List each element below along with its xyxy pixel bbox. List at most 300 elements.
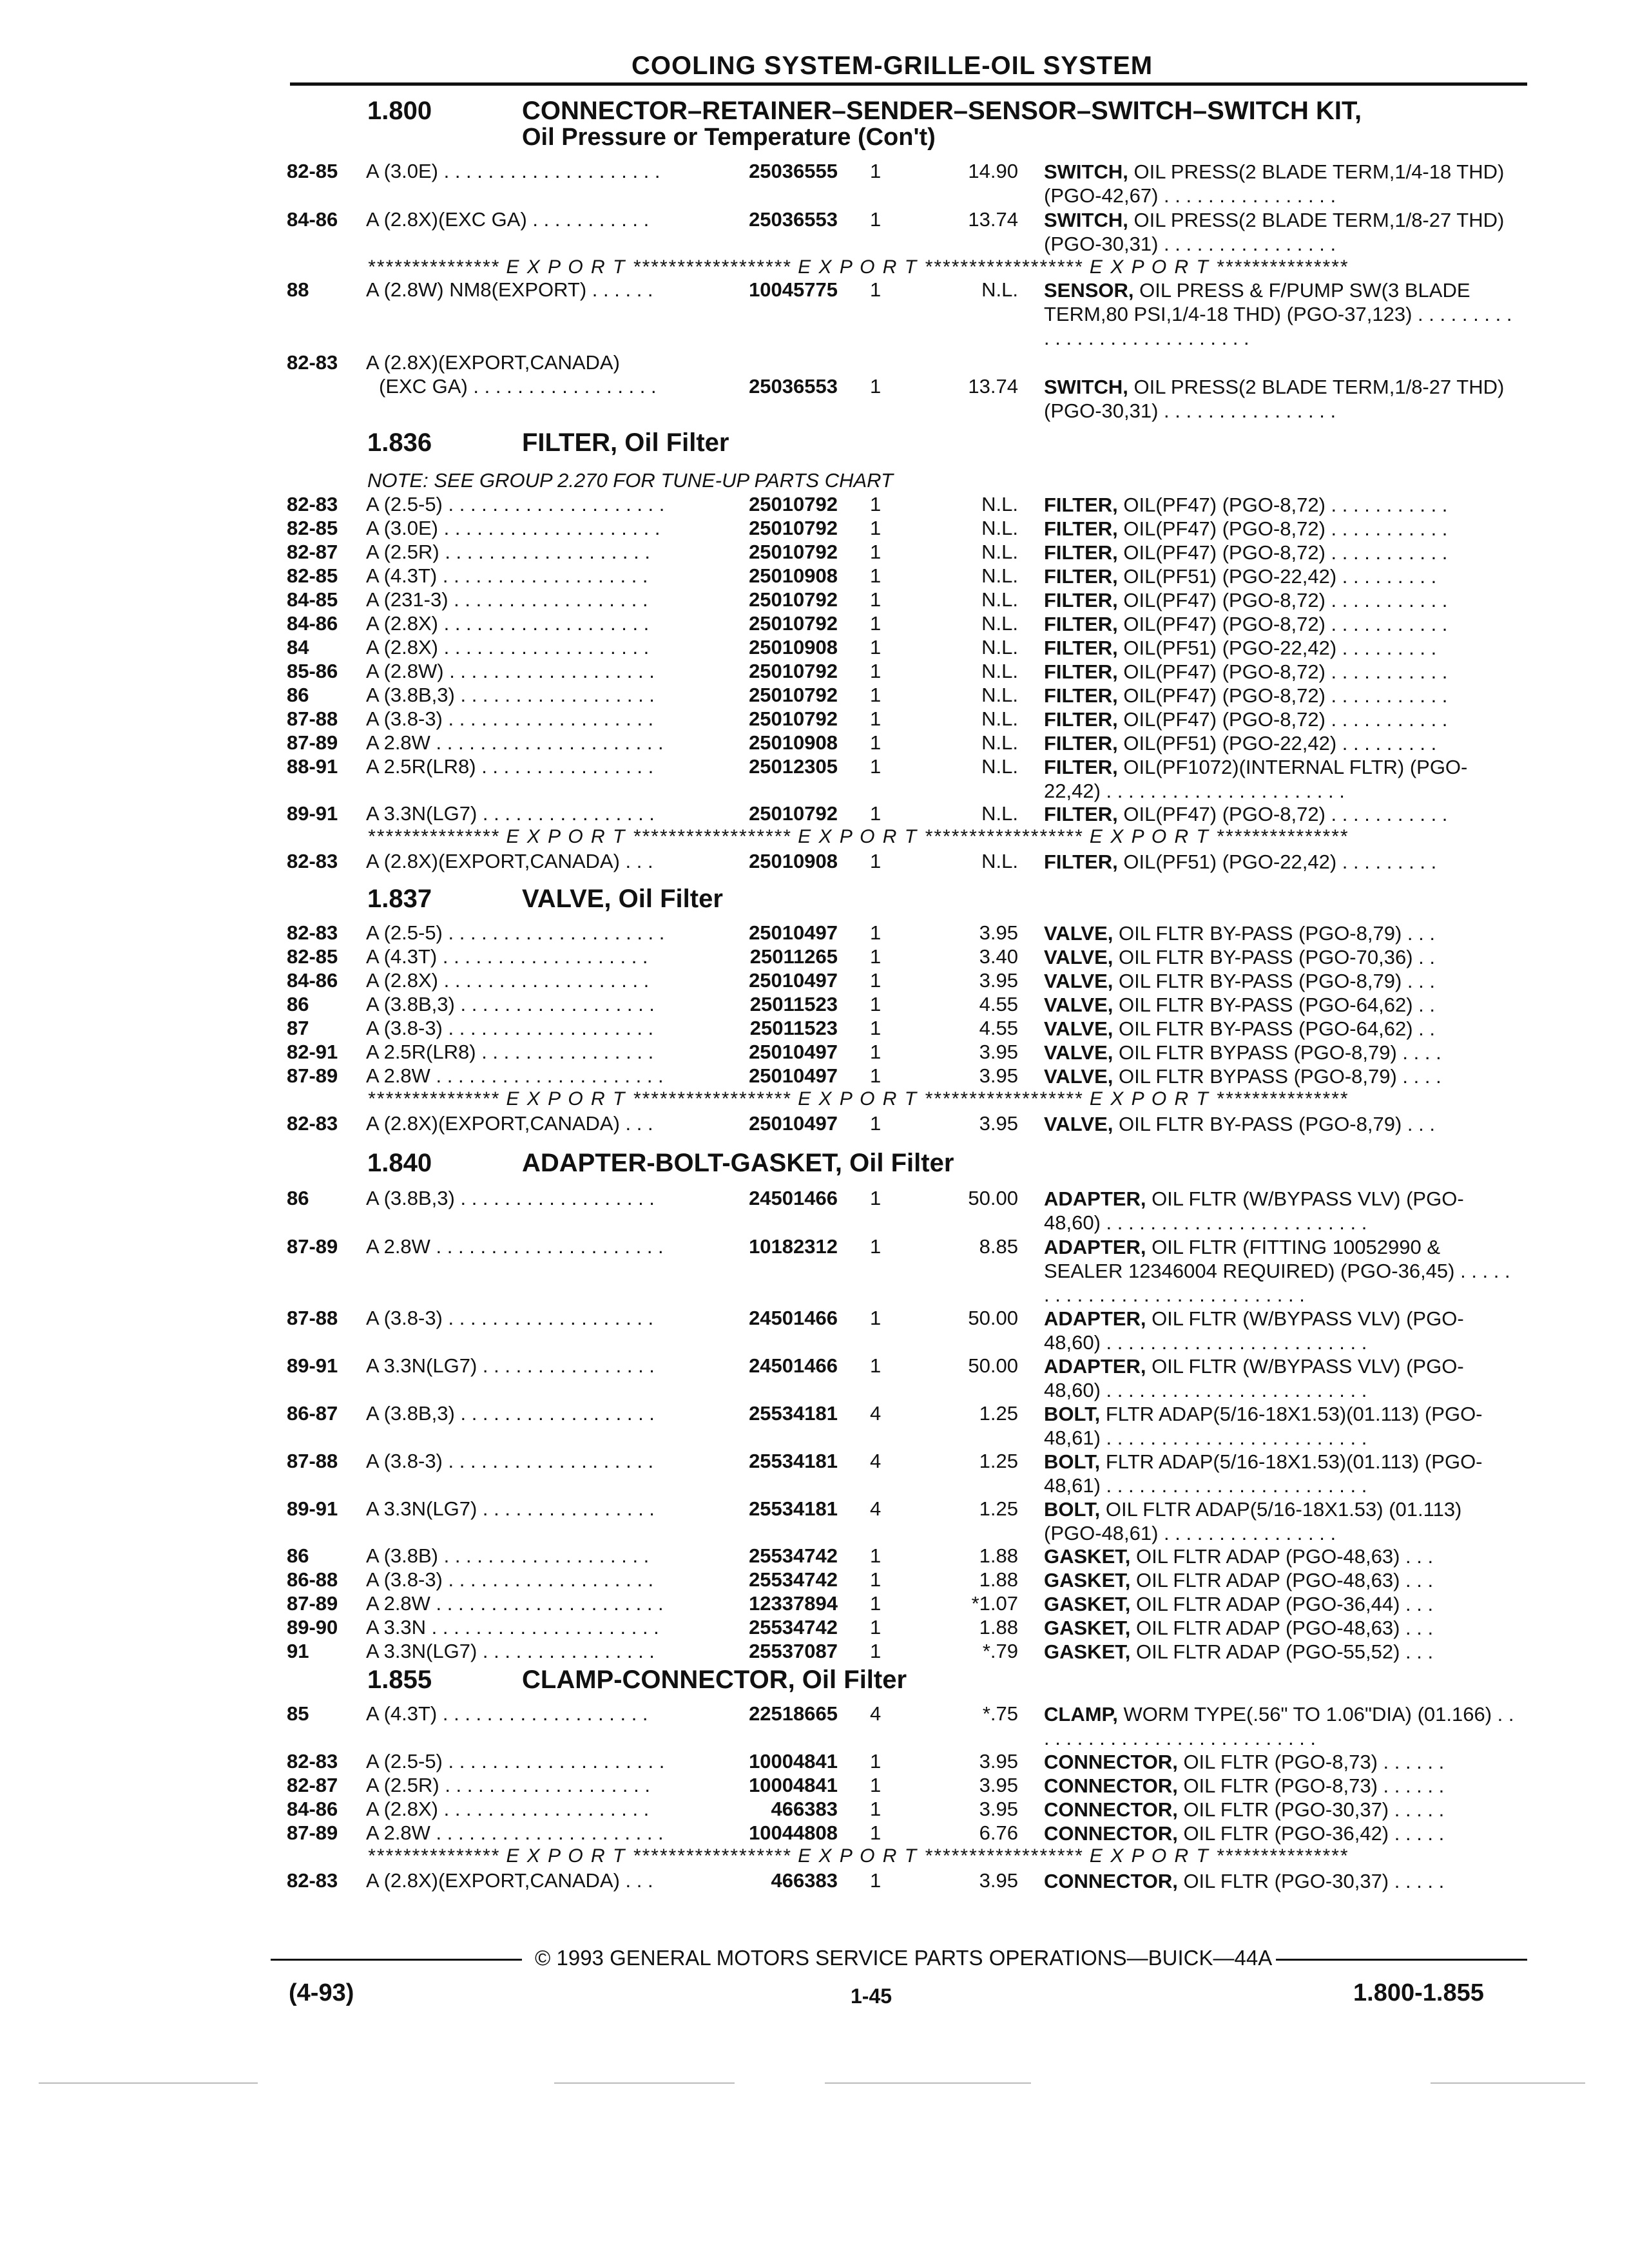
scan-artifact-line	[39, 2082, 258, 2084]
part-detail: OIL(PF47) (PGO-8,72) . . . . . . . . . . .	[1117, 613, 1448, 635]
part-description	[1044, 1544, 1518, 1568]
part-detail: OIL FLTR (FITTING 10052990 & SEALER 12346004 REQUIRED) (PGO-36,45) . . . . . . . . . . . . . . . . . . . . . . . . . . . . .	[1044, 1236, 1510, 1306]
part-name: FILTER,	[1044, 756, 1118, 778]
part-detail: OIL(PF47) (PGO-8,72) . . . . . . . . . . .	[1117, 517, 1448, 540]
model-years: 86	[287, 1544, 309, 1567]
section-number: 1.840	[367, 1149, 432, 1177]
model-years: 82-83	[287, 493, 338, 515]
part-name: GASKET,	[1044, 1617, 1131, 1639]
part-detail: FLTR ADAP(5/16-18X1.53)(01.113) (PGO-48,61) . . . . . . . . . . . . . . . . . . . . . . . .	[1044, 1450, 1483, 1497]
price: 3.95	[979, 1750, 1018, 1773]
application: A (2.8X)(EXPORT,CANADA) . . .	[366, 850, 653, 872]
part-number: 25010497	[749, 1064, 838, 1087]
application: A (2.5-5) . . . . . . . . . . . . . . . . . . . .	[366, 1750, 665, 1773]
part-number: 25010792	[749, 541, 838, 563]
model-years: 82-83	[287, 1750, 338, 1773]
application: A (3.8-3) . . . . . . . . . . . . . . . . . . .	[366, 1568, 654, 1591]
application: A 3.3N . . . . . . . . . . . . . . . . . . . . .	[366, 1616, 659, 1639]
part-name: FILTER,	[1044, 803, 1118, 825]
application: A (2.8X) . . . . . . . . . . . . . . . . . . .	[366, 969, 650, 992]
part-name: FILTER,	[1044, 637, 1118, 659]
price: *.79	[982, 1640, 1018, 1662]
part-name: GASKET,	[1044, 1569, 1131, 1591]
part-name: FILTER,	[1044, 613, 1118, 635]
application: A (3.8-3) . . . . . . . . . . . . . . . . . . .	[366, 1307, 654, 1329]
part-detail: OIL FLTR BY-PASS (PGO-64,62) . .	[1113, 994, 1435, 1016]
part-detail: OIL FLTR BY-PASS (PGO-8,79) . . .	[1113, 922, 1435, 945]
part-description	[1044, 1041, 1518, 1064]
model-years: 82-91	[287, 1041, 338, 1063]
part-name: CONNECTOR,	[1044, 1822, 1178, 1845]
part-detail: OIL(PF47) (PGO-8,72) . . . . . . . . . . .	[1117, 660, 1448, 683]
part-description	[1044, 588, 1518, 612]
part-description	[1044, 1774, 1518, 1798]
scan-artifact-line	[825, 2082, 1031, 2084]
price: N.L.	[981, 850, 1018, 872]
price: 3.95	[979, 1798, 1018, 1820]
quantity: 1	[870, 684, 882, 706]
part-name: VALVE,	[1044, 1065, 1113, 1088]
part-name: VALVE,	[1044, 994, 1113, 1016]
footer-date: (4-93)	[289, 1979, 354, 2006]
part-name: BOLT,	[1044, 1498, 1101, 1521]
model-years: 86	[287, 684, 309, 706]
part-name: VALVE,	[1044, 922, 1113, 945]
part-number: 25036553	[749, 208, 838, 231]
part-description	[1044, 1354, 1518, 1402]
part-description	[1044, 1187, 1518, 1235]
price: 3.95	[979, 1869, 1018, 1892]
part-description	[1044, 208, 1518, 256]
section-title: VALVE, Oil Filter	[522, 885, 723, 913]
model-years: 82-83	[287, 1869, 338, 1892]
model-years: 87-89	[287, 731, 338, 754]
application: A (3.0E) . . . . . . . . . . . . . . . . . . . .	[366, 160, 660, 182]
part-number: 25036555	[749, 160, 838, 182]
part-name: CONNECTOR,	[1044, 1774, 1178, 1797]
model-years: 82-85	[287, 564, 338, 587]
part-detail: OIL(PF1072)(INTERNAL FLTR) (PGO-22,42) . . . . . . . . . . . . . . . . . . . . . .	[1044, 756, 1468, 802]
part-name: FILTER,	[1044, 660, 1118, 683]
quantity: 1	[870, 1774, 882, 1796]
part-detail: OIL FLTR ADAP (PGO-36,44) . . .	[1130, 1593, 1434, 1615]
application: A (3.8B,3) . . . . . . . . . . . . . . . . . .	[366, 1402, 655, 1425]
model-years: 89-90	[287, 1616, 338, 1639]
model-years: 87	[287, 1017, 309, 1039]
price: 1.88	[979, 1544, 1018, 1567]
part-description	[1044, 636, 1518, 660]
part-number: 25010497	[749, 1041, 838, 1063]
part-number: 12337894	[749, 1592, 838, 1615]
part-detail: WORM TYPE(.56" TO 1.06"DIA) (01.166) . . . . . . . . . . . . . . . . . . . . . . . . . . .	[1044, 1703, 1514, 1749]
price: 1.88	[979, 1616, 1018, 1639]
application: A (3.8B,3) . . . . . . . . . . . . . . . . . .	[366, 993, 655, 1015]
quantity: 1	[870, 1112, 882, 1135]
section-number: 1.837	[367, 885, 432, 913]
part-description	[1044, 802, 1518, 826]
price: N.L.	[981, 278, 1018, 301]
part-name: GASKET,	[1044, 1545, 1131, 1568]
application: A (2.8X)(EXPORT,CANADA) . . .	[366, 1112, 653, 1135]
quantity: 1	[870, 993, 882, 1015]
price: 1.25	[979, 1450, 1018, 1472]
footer-rule-right	[1276, 1959, 1527, 1961]
part-detail: OIL(PF47) (PGO-8,72) . . . . . . . . . . .	[1117, 803, 1448, 825]
quantity: 1	[870, 1616, 882, 1639]
part-detail: OIL(PF51) (PGO-22,42) . . . . . . . . .	[1117, 565, 1437, 588]
part-name: SWITCH,	[1044, 209, 1128, 231]
section-number: 1.836	[367, 428, 432, 457]
quantity: 1	[870, 707, 882, 730]
application: A 2.8W . . . . . . . . . . . . . . . . . . . . .	[366, 1592, 664, 1615]
part-description	[1044, 921, 1518, 945]
footer-page-number: 1-45	[851, 1984, 892, 2008]
price: N.L.	[981, 517, 1018, 539]
part-detail: OIL PRESS(2 BLADE TERM,1/8-27 THD) (PGO-30,31) . . . . . . . . . . . . . . . .	[1044, 209, 1505, 255]
part-detail: OIL FLTR (PGO-36,42) . . . . .	[1177, 1822, 1445, 1845]
part-description	[1044, 1402, 1518, 1450]
part-description	[1044, 1592, 1518, 1616]
part-description	[1044, 1616, 1518, 1640]
part-name: VALVE,	[1044, 1041, 1113, 1064]
section-title: CLAMP-CONNECTOR, Oil Filter	[522, 1666, 907, 1694]
price: 50.00	[968, 1307, 1018, 1329]
model-years: 89-91	[287, 1497, 338, 1520]
part-name: FILTER,	[1044, 517, 1118, 540]
part-detail: OIL(PF51) (PGO-22,42) . . . . . . . . .	[1117, 850, 1437, 873]
part-name: GASKET,	[1044, 1640, 1131, 1663]
application: A (3.8-3) . . . . . . . . . . . . . . . . . . .	[366, 1450, 654, 1472]
quantity: 4	[870, 1497, 882, 1520]
quantity: 1	[870, 541, 882, 563]
price: 14.90	[968, 160, 1018, 182]
application: A (2.5R) . . . . . . . . . . . . . . . . . . .	[366, 541, 650, 563]
application: A (3.8B,3) . . . . . . . . . . . . . . . . . .	[366, 1187, 655, 1209]
part-number: 25010792	[749, 684, 838, 706]
part-description	[1044, 969, 1518, 993]
header-rule	[290, 82, 1527, 86]
price: 4.55	[979, 1017, 1018, 1039]
part-number: 10004841	[749, 1750, 838, 1773]
part-detail: OIL FLTR (W/BYPASS VLV) (PGO-48,60) . . . . . . . . . . . . . . . . . . . . . . . .	[1044, 1307, 1464, 1354]
model-years: 87-89	[287, 1821, 338, 1844]
part-detail: OIL FLTR BYPASS (PGO-8,79) . . . .	[1113, 1065, 1441, 1088]
part-description	[1044, 1064, 1518, 1088]
price: N.L.	[981, 564, 1018, 587]
page-header-title: COOLING SYSTEM-GRILLE-OIL SYSTEM	[631, 52, 1153, 80]
price: N.L.	[981, 588, 1018, 611]
scan-artifact-line	[1431, 2082, 1585, 2084]
application: A (4.3T) . . . . . . . . . . . . . . . . . . .	[366, 564, 648, 587]
part-number: 466383	[771, 1798, 838, 1820]
part-description	[1044, 684, 1518, 707]
part-detail: OIL PRESS(2 BLADE TERM,1/8-27 THD) (PGO-30,31) . . . . . . . . . . . . . . . .	[1044, 376, 1505, 422]
part-detail: OIL FLTR (PGO-30,37) . . . . .	[1177, 1870, 1445, 1892]
part-number: 24501466	[749, 1354, 838, 1377]
part-name: FILTER,	[1044, 589, 1118, 611]
quantity: 1	[870, 1869, 882, 1892]
part-detail: OIL FLTR (PGO-30,37) . . . . .	[1177, 1798, 1445, 1821]
quantity: 1	[870, 636, 882, 658]
quantity: 1	[870, 493, 882, 515]
part-name: VALVE,	[1044, 1017, 1113, 1040]
model-years: 84-86	[287, 969, 338, 992]
quantity: 4	[870, 1402, 882, 1425]
price: N.L.	[981, 684, 1018, 706]
part-name: CONNECTOR,	[1044, 1870, 1178, 1892]
part-name: FILTER,	[1044, 708, 1118, 731]
application: A 2.8W . . . . . . . . . . . . . . . . . . . . .	[366, 1235, 664, 1258]
application: A (3.8B,3) . . . . . . . . . . . . . . . . . .	[366, 684, 655, 706]
part-name: SWITCH,	[1044, 160, 1128, 183]
model-years: 82-87	[287, 541, 338, 563]
quantity: 1	[870, 517, 882, 539]
model-years: 87-88	[287, 707, 338, 730]
part-number: 25534181	[749, 1497, 838, 1520]
price: N.L.	[981, 660, 1018, 682]
part-detail: OIL(PF51) (PGO-22,42) . . . . . . . . .	[1117, 732, 1437, 754]
part-description	[1044, 564, 1518, 588]
footer-section-range: 1.800-1.855	[1353, 1979, 1484, 2006]
part-name: CONNECTOR,	[1044, 1798, 1178, 1821]
quantity: 1	[870, 278, 882, 301]
model-years: 82-87	[287, 1774, 338, 1796]
part-number: 25534181	[749, 1450, 838, 1472]
price: N.L.	[981, 541, 1018, 563]
section-number: 1.800	[367, 97, 432, 125]
part-number: 10004841	[749, 1774, 838, 1796]
part-number: 25534181	[749, 1402, 838, 1425]
application: A (2.5R) . . . . . . . . . . . . . . . . . . .	[366, 1774, 650, 1796]
part-name: FILTER,	[1044, 850, 1118, 873]
application-continued: (EXC GA) . . . . . . . . . . . . . . . . .	[379, 375, 657, 398]
part-number: 25010908	[749, 731, 838, 754]
section-note: NOTE: SEE GROUP 2.270 FOR TUNE-UP PARTS CHART	[367, 469, 893, 492]
part-name: FILTER,	[1044, 494, 1118, 516]
part-description	[1044, 755, 1518, 803]
part-name: CONNECTOR,	[1044, 1751, 1178, 1773]
part-name: ADAPTER,	[1044, 1307, 1146, 1330]
price: N.L.	[981, 755, 1018, 778]
model-years: 82-85	[287, 517, 338, 539]
scan-artifact-line	[554, 2082, 735, 2084]
export-divider: *************** E X P O R T ****************** E X P O R T ****************** E X P O R T ***************	[367, 1845, 1349, 1867]
model-years: 84-86	[287, 1798, 338, 1820]
price: 50.00	[968, 1354, 1018, 1377]
quantity: 1	[870, 945, 882, 968]
price: 3.95	[979, 1774, 1018, 1796]
quantity: 1	[870, 755, 882, 778]
application: A (3.8B) . . . . . . . . . . . . . . . . . . .	[366, 1544, 650, 1567]
part-detail: OIL FLTR ADAP (PGO-48,63) . . .	[1130, 1617, 1434, 1639]
quantity: 1	[870, 1750, 882, 1773]
model-years: 87-89	[287, 1235, 338, 1258]
part-description	[1044, 1640, 1518, 1664]
part-name: VALVE,	[1044, 970, 1113, 992]
part-number: 22518665	[749, 1702, 838, 1725]
part-detail: OIL(PF51) (PGO-22,42) . . . . . . . . .	[1117, 637, 1437, 659]
quantity: 1	[870, 969, 882, 992]
price: 3.40	[979, 945, 1018, 968]
part-description	[1044, 1017, 1518, 1041]
section-number: 1.855	[367, 1666, 432, 1694]
part-detail: OIL FLTR (PGO-8,73) . . . . . .	[1177, 1751, 1445, 1773]
part-number: 25010792	[749, 588, 838, 611]
model-years: 87-89	[287, 1064, 338, 1087]
price: N.L.	[981, 612, 1018, 635]
part-description	[1044, 1497, 1518, 1545]
application: A (2.8X) . . . . . . . . . . . . . . . . . . .	[366, 1798, 650, 1820]
part-name: VALVE,	[1044, 946, 1113, 968]
price: N.L.	[981, 707, 1018, 730]
part-number: 466383	[771, 1869, 838, 1892]
model-years: 88	[287, 278, 309, 301]
application: A 3.3N(LG7) . . . . . . . . . . . . . . . .	[366, 1497, 655, 1520]
model-years: 82-85	[287, 160, 338, 182]
part-detail: OIL(PF47) (PGO-8,72) . . . . . . . . . . .	[1117, 589, 1448, 611]
price: 3.95	[979, 1041, 1018, 1063]
part-number: 25011523	[749, 1017, 838, 1039]
part-number: 24501466	[749, 1307, 838, 1329]
quantity: 1	[870, 1187, 882, 1209]
quantity: 1	[870, 1041, 882, 1063]
application: A (4.3T) . . . . . . . . . . . . . . . . . . .	[366, 1702, 648, 1725]
part-number: 25010497	[749, 921, 838, 944]
quantity: 1	[870, 1544, 882, 1567]
section-title: CONNECTOR–RETAINER–SENDER–SENSOR–SWITCH–SWITCH KIT,	[522, 97, 1362, 125]
quantity: 1	[870, 731, 882, 754]
quantity: 1	[870, 1568, 882, 1591]
quantity: 1	[870, 208, 882, 231]
section-subtitle: Oil Pressure or Temperature (Con't)	[522, 124, 936, 151]
part-detail: OIL FLTR ADAP(5/16-18X1.53) (01.113) (PGO-48,61) . . . . . . . . . . . . . . . .	[1044, 1498, 1462, 1544]
model-years: 85-86	[287, 660, 338, 682]
application: A (2.5-5) . . . . . . . . . . . . . . . . . . . .	[366, 921, 665, 944]
quantity: 1	[870, 588, 882, 611]
model-years: 88-91	[287, 755, 338, 778]
footer-rule-left	[271, 1959, 522, 1961]
application: A 3.3N(LG7) . . . . . . . . . . . . . . . .	[366, 802, 655, 825]
price: *.75	[982, 1702, 1018, 1725]
part-description	[1044, 993, 1518, 1017]
part-number: 10045775	[749, 278, 838, 301]
price: *1.07	[971, 1592, 1018, 1615]
model-years: 86-88	[287, 1568, 338, 1591]
part-name: ADAPTER,	[1044, 1355, 1146, 1378]
application: A (2.8W) . . . . . . . . . . . . . . . . . . .	[366, 660, 655, 682]
quantity: 1	[870, 1592, 882, 1615]
part-name: SWITCH,	[1044, 376, 1128, 398]
part-name: FILTER,	[1044, 684, 1118, 707]
part-description	[1044, 375, 1518, 423]
quantity: 1	[870, 802, 882, 825]
quantity: 1	[870, 1017, 882, 1039]
model-years: 87-89	[287, 1592, 338, 1615]
application: A (4.3T) . . . . . . . . . . . . . . . . . . .	[366, 945, 648, 968]
model-years: 86-87	[287, 1402, 338, 1425]
quantity: 1	[870, 850, 882, 872]
part-name: BOLT,	[1044, 1403, 1101, 1425]
model-years: 89-91	[287, 802, 338, 825]
price: 3.95	[979, 969, 1018, 992]
quantity: 1	[870, 1235, 882, 1258]
part-name: FILTER,	[1044, 732, 1118, 754]
part-description	[1044, 660, 1518, 684]
price: N.L.	[981, 731, 1018, 754]
model-years: 87-88	[287, 1307, 338, 1329]
model-years: 84	[287, 636, 309, 658]
application: A 3.3N(LG7) . . . . . . . . . . . . . . . .	[366, 1640, 655, 1662]
part-number: 25534742	[749, 1568, 838, 1591]
part-description	[1044, 160, 1518, 207]
part-detail: OIL FLTR BY-PASS (PGO-8,79) . . .	[1113, 970, 1435, 992]
part-detail: OIL(PF47) (PGO-8,72) . . . . . . . . . . .	[1117, 708, 1448, 731]
part-detail: OIL FLTR (W/BYPASS VLV) (PGO-48,60) . . . . . . . . . . . . . . . . . . . . . . . .	[1044, 1187, 1464, 1234]
price: 1.25	[979, 1497, 1018, 1520]
part-description	[1044, 731, 1518, 755]
application: A (2.8X) . . . . . . . . . . . . . . . . . . .	[366, 636, 650, 658]
model-years: 84-86	[287, 612, 338, 635]
price: 1.25	[979, 1402, 1018, 1425]
price: 3.95	[979, 1112, 1018, 1135]
model-years: 84-85	[287, 588, 338, 611]
part-name: SENSOR,	[1044, 279, 1134, 302]
part-name: VALVE,	[1044, 1113, 1113, 1135]
application: A (231-3) . . . . . . . . . . . . . . . . . .	[366, 588, 648, 611]
section-title: ADAPTER-BOLT-GASKET, Oil Filter	[522, 1149, 954, 1177]
price: 8.85	[979, 1235, 1018, 1258]
quantity: 1	[870, 1798, 882, 1820]
part-number: 25011265	[749, 945, 838, 968]
part-number: 25537087	[749, 1640, 838, 1662]
part-detail: OIL FLTR ADAP (PGO-55,52) . . .	[1130, 1640, 1434, 1663]
part-number: 25010908	[749, 850, 838, 872]
part-number: 25010908	[749, 564, 838, 587]
quantity: 1	[870, 921, 882, 944]
quantity: 1	[870, 1307, 882, 1329]
application: A (2.5-5) . . . . . . . . . . . . . . . . . . . .	[366, 493, 665, 515]
part-number: 10182312	[749, 1235, 838, 1258]
quantity: 1	[870, 160, 882, 182]
part-detail: OIL FLTR BY-PASS (PGO-8,79) . . .	[1113, 1113, 1435, 1135]
part-detail: OIL FLTR (PGO-8,73) . . . . . .	[1177, 1774, 1445, 1797]
part-number: 25010792	[749, 707, 838, 730]
part-number: 25534742	[749, 1544, 838, 1567]
price: N.L.	[981, 636, 1018, 658]
model-years: 91	[287, 1640, 309, 1662]
part-name: CLAMP,	[1044, 1703, 1118, 1725]
part-description	[1044, 517, 1518, 541]
part-detail: OIL PRESS(2 BLADE TERM,1/4-18 THD) (PGO-42,67) . . . . . . . . . . . . . . . .	[1044, 160, 1505, 207]
application: A (2.8X) . . . . . . . . . . . . . . . . . . .	[366, 612, 650, 635]
model-years: 82-83	[287, 921, 338, 944]
part-number: 25010792	[749, 493, 838, 515]
part-description	[1044, 612, 1518, 636]
part-number: 25036553	[749, 375, 838, 398]
model-years: 85	[287, 1702, 309, 1725]
price: N.L.	[981, 493, 1018, 515]
quantity: 1	[870, 1354, 882, 1377]
part-number: 25534742	[749, 1616, 838, 1639]
part-description	[1044, 1869, 1518, 1893]
part-number: 25010497	[749, 969, 838, 992]
application: A 2.8W . . . . . . . . . . . . . . . . . . . . .	[366, 731, 664, 754]
model-years: 89-91	[287, 1354, 338, 1377]
part-description	[1044, 945, 1518, 969]
quantity: 4	[870, 1702, 882, 1725]
part-description	[1044, 850, 1518, 874]
part-number: 25010792	[749, 802, 838, 825]
